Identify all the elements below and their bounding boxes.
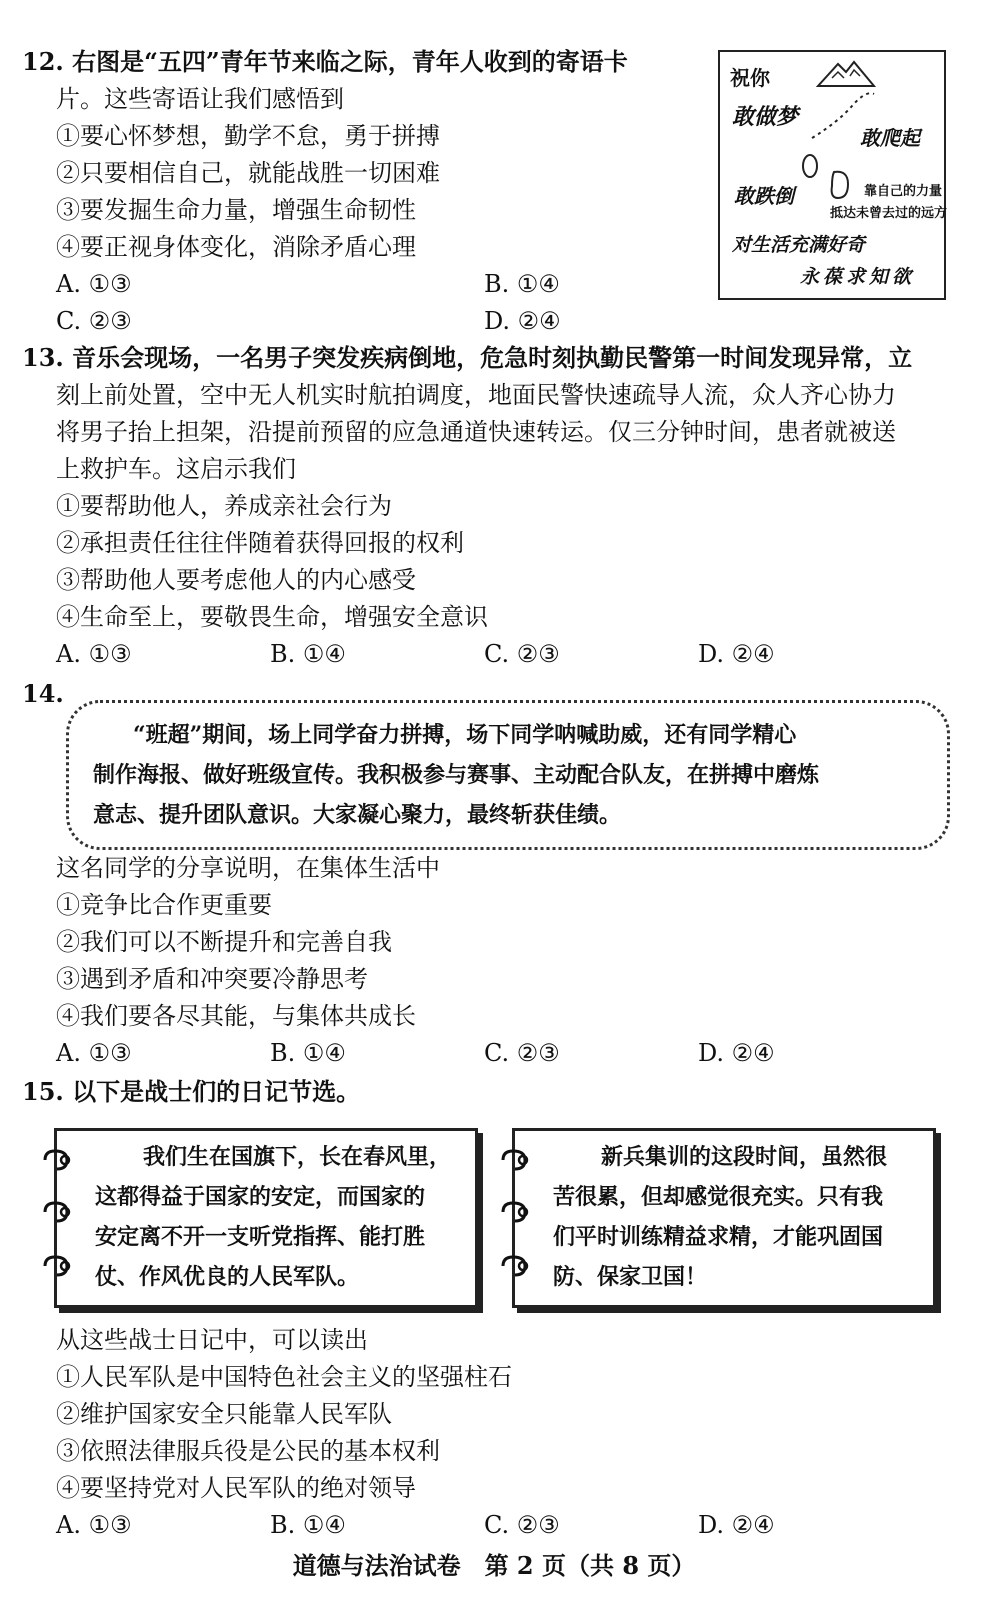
greeting-card (718, 50, 946, 300)
card-power-line1: 靠自己的力量 (864, 184, 943, 199)
q12-option-a[interactable]: A. ①③ (56, 270, 132, 298)
q14-number: 14. (22, 679, 64, 708)
q12-item-2: ②只要相信自己，就能战胜一切困难 (56, 159, 440, 187)
q13-option-c[interactable]: C. ②③ (484, 640, 560, 668)
card-wish: 祝你 (730, 66, 770, 90)
diary-box-1 (54, 1128, 478, 1308)
diary1-line2: 这都得益于国家的安定，而国家的 (95, 1184, 426, 1210)
q14-item-4: ④我们要各尽其能，与集体共成长 (56, 1002, 416, 1030)
q14-item-1: ①竞争比合作更重要 (56, 891, 272, 919)
q13-item-2: ②承担责任往往伴随着获得回报的权利 (56, 529, 464, 557)
q15-lead: 从这些战士日记中，可以读出 (56, 1326, 368, 1354)
q14-quote-line3: 意志、提升团队意识。大家凝心聚力，最终斩获佳绩。 (93, 802, 622, 828)
diary2-line4: 防、保家卫国！ (553, 1264, 708, 1290)
q13-stem-line2: 刻上前处置，空中无人机实时航拍调度，地面民警快速疏导人流，众人齐心协力 (56, 381, 896, 409)
q15-option-d[interactable]: D. ②④ (698, 1511, 775, 1539)
diary1-line1: 我们生在国旗下，长在春风里， (143, 1144, 452, 1170)
ring-binder-icon (499, 1201, 531, 1223)
diary2-line2: 苦很累，但却感觉很充实。只有我 (553, 1184, 884, 1210)
q14-quote-box (66, 700, 950, 850)
q15-item-4: ④要坚持党对人民军队的绝对领导 (56, 1474, 416, 1502)
q13-option-d[interactable]: D. ②④ (698, 640, 775, 668)
q12-item-1: ①要心怀梦想，勤学不怠，勇于拼搏 (56, 122, 440, 150)
ring-binder-icon (499, 1255, 531, 1277)
q13-stem-line4: 上救护车。这启示我们 (56, 455, 296, 483)
diary-box-2 (512, 1128, 936, 1308)
q14-quote-line1: “班超”期间，场上同学奋力拼搏，场下同学呐喊助威，还有同学精心 (133, 722, 797, 748)
q15-option-b[interactable]: B. ①④ (270, 1511, 346, 1539)
ring-binder-icon (41, 1201, 73, 1223)
q15-item-3: ③依照法律服兵役是公民的基本权利 (56, 1437, 440, 1465)
q12-stem-line2: 片。这些寄语让我们感悟到 (56, 85, 344, 113)
q15-option-a[interactable]: A. ①③ (56, 1511, 132, 1539)
q13-option-a[interactable]: A. ①③ (56, 640, 132, 668)
q15-item-1: ①人民军队是中国特色社会主义的坚强柱石 (56, 1363, 512, 1391)
q13-stem-line1: 13. 音乐会现场，一名男子突发疾病倒地，危急时刻执勤民警第一时间发现异常，立 (22, 343, 913, 372)
diary1-line4: 仗、作风优良的人民军队。 (95, 1264, 360, 1290)
q14-stem: 这名同学的分享说明，在集体生活中 (56, 854, 440, 882)
q13-option-b[interactable]: B. ①④ (270, 640, 346, 668)
card-climb: 敢爬起 (860, 126, 920, 150)
q15-item-2: ②维护国家安全只能靠人民军队 (56, 1400, 392, 1428)
q15-option-c[interactable]: C. ②③ (484, 1511, 560, 1539)
q12-stem-line1: 12. 右图是“五四”青年节来临之际，青年人收到的寄语卡 (22, 47, 628, 76)
q12-item-3: ③要发掘生命力量，增强生命韧性 (56, 196, 416, 224)
card-power-line2: 抵达未曾去过的远方 (830, 206, 948, 221)
ring-binder-icon (41, 1149, 73, 1171)
q14-item-2: ②我们可以不断提升和完善自我 (56, 928, 392, 956)
q14-option-d[interactable]: D. ②④ (698, 1039, 775, 1067)
q12-option-b[interactable]: B. ①④ (484, 270, 560, 298)
mountain-icon (816, 58, 876, 88)
card-dream: 敢做梦 (732, 105, 799, 130)
q15-stem: 15. 以下是战士们的日记节选。 (22, 1077, 361, 1106)
ring-binder-icon (499, 1149, 531, 1171)
q14-option-c[interactable]: C. ②③ (484, 1039, 560, 1067)
q12-option-c[interactable]: C. ②③ (56, 307, 132, 335)
q14-option-b[interactable]: B. ①④ (270, 1039, 346, 1067)
q13-item-4: ④生命至上，要敬畏生命，增强安全意识 (56, 603, 488, 631)
diary2-line3: 们平时训练精益求精，才能巩固国 (553, 1224, 884, 1250)
diary1-line3: 安定离不开一支听党指挥、能打胜 (95, 1224, 426, 1250)
q12-option-d[interactable]: D. ②④ (484, 307, 561, 335)
diary2-line1: 新兵集训的这段时间，虽然很 (601, 1144, 888, 1170)
card-fall: 敢跌倒 (734, 184, 794, 208)
q14-item-3: ③遇到矛盾和冲突要冷静思考 (56, 965, 368, 993)
q13-stem-line3: 将男子抬上担架，沿提前预留的应急通道快速转运。仅三分钟时间，患者就被送 (56, 418, 896, 446)
q13-item-1: ①要帮助他人，养成亲社会行为 (56, 492, 392, 520)
q13-item-3: ③帮助他人要考虑他人的内心感受 (56, 566, 416, 594)
ring-binder-icon (41, 1255, 73, 1277)
card-knowledge: 永葆求知欲 (800, 266, 916, 288)
page-footer: 道德与法治试卷 第 2 页（共 8 页） (292, 1551, 696, 1580)
q14-option-a[interactable]: A. ①③ (56, 1039, 132, 1067)
q12-item-4: ④要正视身体变化，消除矛盾心理 (56, 233, 416, 261)
card-curious: 对生活充满好奇 (732, 234, 866, 256)
footprint-icon (798, 148, 822, 180)
footprint-icon (826, 168, 856, 200)
q14-quote-line2: 制作海报、做好班级宣传。我积极参与赛事、主动配合队友，在拼搏中磨炼 (93, 762, 820, 788)
